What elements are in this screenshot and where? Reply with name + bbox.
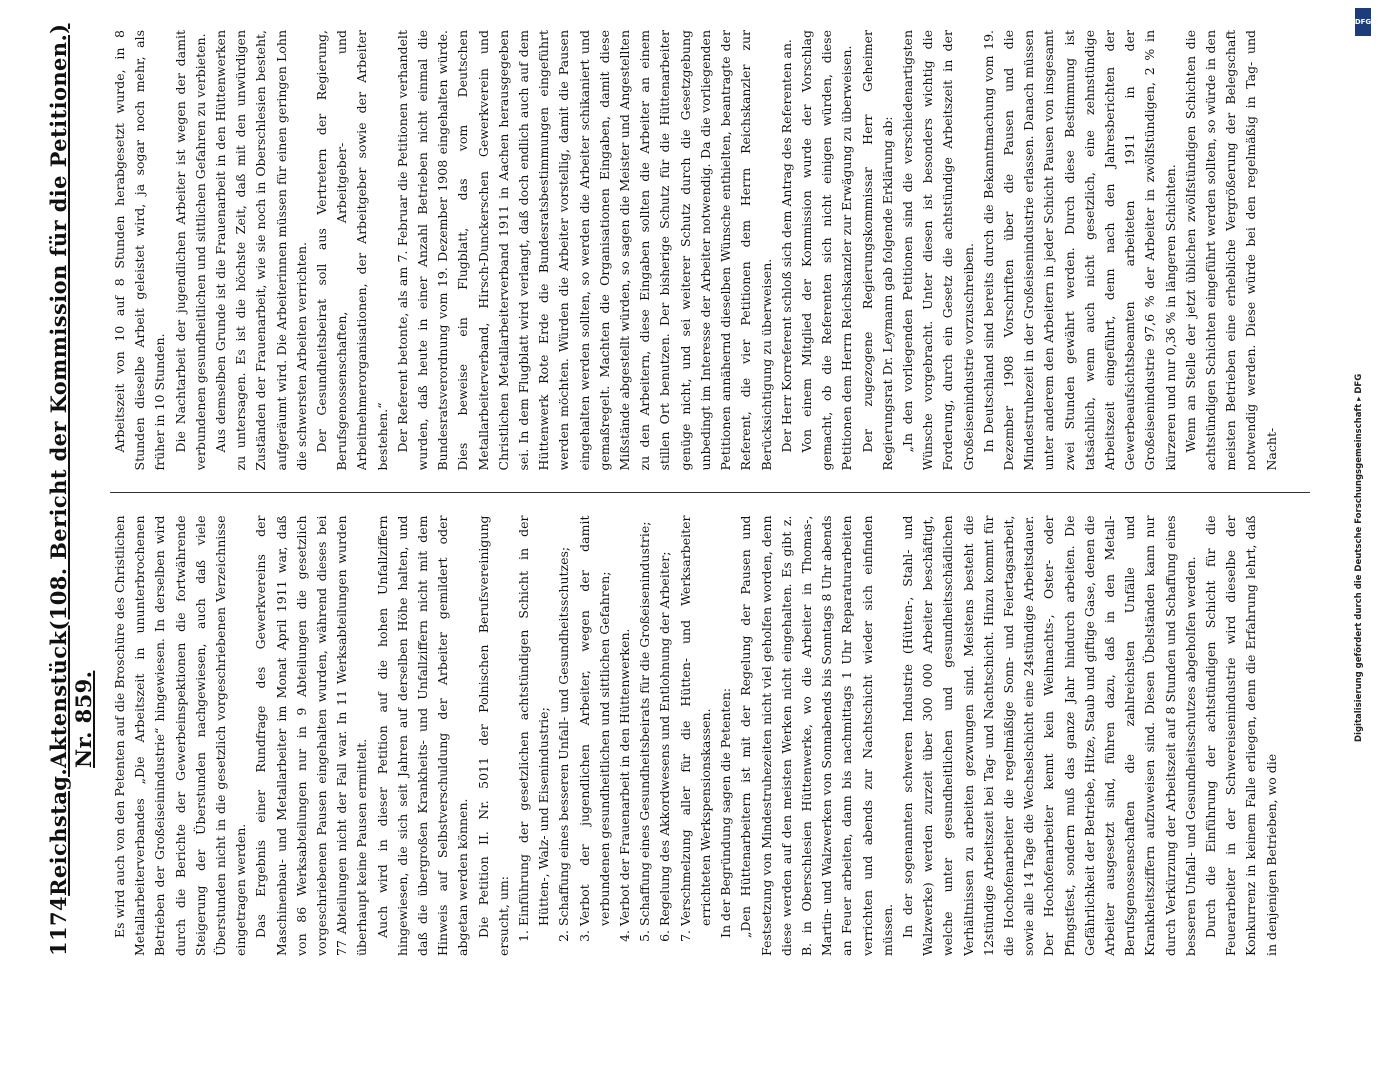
paragraph: Der zugezogene Regierungskommissar Herr Geheimer Regierungsrat Dr. Leymann gab folgende Erklärung ab:: [859, 30, 895, 471]
paragraph: Der Referent betonte, als am 7. Februar die Petitionen verhandelt wurden, daß heute in einer Anzahl Betrieben nicht einmal die Bundesratsverordnung vom 19. Dezember 1908 eingehalten würde. Dies beweise ein Flugblatt, das vom Deutschen Metallarbeiterverband, Hirsch-Dunckerschen Gewerkverein und Christlichen Metallarbeiterverband 1911 in Aachen herausgegeben sei. In dem Flugblatt wird verlangt, daß doch endlich auch auf dem Hüttenwerk Rote Erde die Bundesratsbestimmungen eingeführt werden möchten. Würden die Arbeiter vorstellig, damit die Pausen eingehalten werden sollten, so werden die Arbeiter schikaniert und gemaßregelt. Machten die Organisationen Eingaben, damit diese Mißstände abgestellt würden, so sagen die Meister und Angestellten zu den Arbeitern, diese Eingaben sollten die Arbeiter an einem stillen Ort benutzen. Der bisherige Schutz für die Hüttenarbeiter genüge nicht, und sei weiterer Schutz durch die Gesetzgebung unbedingt im Interesse der Arbeiter notwendig. Da die vorliegenden Petitionen annähernd dieselben Wünsche enthielten, beantragte der Referent, die vier Petitionen dem Herrn Reichskanzler zur Berücksichtigung zu überweisen.: [394, 30, 774, 471]
paragraph: „In den vorliegenden Petitionen sind die verschiedenartigsten Wünsche vorgebracht. Unter diesen ist besonders wichtig die Forderung, durch ein Gesetz die achtstündige Arbeitszeit in der Großeisenindustrie vorzuschreiben.: [899, 30, 976, 471]
list-item: 4. Verbot der Frauenarbeit in den Hüttenwerken.: [615, 516, 635, 927]
document-page: [18, 0, 1358, 996]
paragraph: Der Gesundheitsbeirat soll aus Vertretern der Regierung, Berufsgenossenschaften, Arbeitgeber- und Arbeitnehmerorganisationen, der Arbeitgeber sowie der Arbeiter bestehen.“: [314, 30, 390, 471]
house-name: Reichstag.: [46, 767, 71, 896]
page-number: 1174: [46, 895, 71, 956]
paragraph: Der Herr Korreferent schloß sich dem Antrag des Referenten an.: [778, 39, 794, 453]
list-item: 5. Schaffung eines Gesundheitsbeirats für die Großeisenindustrie;: [635, 516, 655, 927]
page-title: (108. Bericht der Kommission für die Petitionen.): [46, 23, 71, 631]
paragraph: Aus demselben Grunde ist die Frauenarbeit in den Hüttenwerken zu untersagen. Es ist die höchste Zeit, daß mit den unwürdigen Zuständen der Frauenarbeit, wie sie noch in Oberschlesien besteht, aufgeräumt wird. Die Arbeiterinnen müssen für einen geringen Lohn die schwersten Arbeiten verrichten.: [213, 30, 309, 471]
paragraph: Von einem Mitglied der Kommission wurde der Vorschlag gemacht, ob die Referenten sich nicht einigen würden, diese Petitionen dem Herrn Reichskanzler zur Erwägung zu überweisen.: [798, 30, 855, 471]
paragraph: Durch die Einführung der achtstündigen Schicht für die Feuerarbeiter in der Schwereisenindustrie wird dieselbe der Konkurrenz in keinem Falle erliegen, denn die Erfahrung lehrt, daß in denjenigen Betrieben, wo die: [1202, 515, 1279, 956]
paragraph: Das Ergebnis einer Rundfrage des Gewerkvereins der Maschinenbau- und Metallarbeiter im Monat April 1911 war, daß von 86 Werksabteilungen nur in 9 Abteilungen die gesetzlich vorgeschriebenen Pausen eingehalten wurden, während dieses bei 77 Abteilungen nicht der Fall war. In 11 Werksabteilungen wurden überhaupt keine Pausen ermittelt.: [253, 515, 370, 956]
petition-list: [514, 516, 716, 957]
page-header: [46, 23, 96, 956]
paragraph: Auch wird in dieser Petition auf die hohen Unfallziffern hingewiesen, die sich seit Jahren auf derselben Höhe halten, und daß die übergroßen Krankheits- und Unfallziffern nicht mit dem Hinweis auf Selbstverschuldung der Arbeiter gemildert oder abgetan werden können.: [374, 515, 471, 956]
paragraph: Arbeitszeit von 10 auf 8 Stunden herabgesetzt wurde, in 8 Stunden dieselbe Arbeit geleistet wird, ja sogar noch mehr, als früher in 10 Stunden.: [112, 30, 168, 471]
paragraph: Es wird auch von den Petenten auf die Broschüre des Christlichen Metallarbeiterverbandes „Die Arbeitszeit in ununterbrochenen Betrieben der Großeiseinindustrie“ hingewiesen. In derselben wird durch die Berichte der Gewerbeinspektionen die fortwährende Steigerung der Überstunden nachgewiesen, auch daß viele Überstunden nicht in die gesetzlich vorgeschriebenen Verzeichnisse eingetragen werden.: [112, 515, 249, 956]
list-item: 7. Verschmelzung aller für die Hütten- und Werksarbeiter errichteten Werkspensionskassen.: [676, 516, 716, 927]
list-item: 1. Einführung der gesetzlichen achtstündigen Schicht in der Hütten-, Walz- und Eisenindustrie;: [514, 516, 554, 927]
paragraph: Die Petition II. Nr. 5011 der Polnischen Berufsvereinigung ersucht, um:: [475, 515, 511, 956]
left-column: [110, 516, 1310, 957]
digitization-note: Digitalisierung gefördert durch die Deutsche Forschungsgemeinschaft ▸ DFG: [1354, 373, 1364, 742]
paragraph: In Deutschland sind bereits durch die Bekanntmachung vom 19. Dezember 1908 Vorschriften über die Pausen und die Mindestruhezeit in der Großeisenindustrie erlassen. Danach müssen unter anderem den Arbeitern in jeder Schicht Pausen von insgesamt zwei Stunden gewährt werden. Durch diese Bestimmung ist tatsächlich, wenn auch nicht gesetzlich, eine zehnstündige Arbeitszeit eingeführt, denn nach den Jahresberichten der Gewerbeaufsichtsbeamten arbeiteten 1911 in der Großeisenindustrie 97,6 % der Arbeiter in zwölfstündigen, 2 % in kürzeren und nur 0,36 % in längeren Schichten.: [980, 30, 1178, 471]
column-divider: [110, 493, 1310, 494]
paragraph: „Den Hüttenarbeitern ist mit der Regelung der Pausen und Festsetzung von Mindestruhezeiten nicht viel geholfen worden, denn diese werden auf den meisten Werken nicht eingehalten. Es gibt z. B. in Oberschlesien Hüttenwerke, wo die Arbeiter in Thomas-, Martin- und Walzwerken von Sonnabends bis Sonntags 8 Uhr abends an Feuer arbeiten, dann bis nachmittags 1 Uhr Reparaturarbeiten verrichten und abends zur Nachtschicht wieder sich einfinden müssen.: [738, 515, 895, 956]
right-column: [110, 30, 1310, 471]
document-number: Aktenstück Nr. 859.: [46, 630, 96, 768]
list-item: 3. Verbot der jugendlichen Arbeiter, wegen der damit verbundenen gesundheitlichen und sittlichen Gefahren;: [575, 516, 615, 927]
dfg-logo: DFG: [1355, 8, 1371, 36]
paragraph: Die Nachtarbeit der jugendlichen Arbeiter ist wegen der damit verbundenen gesundheitlichen und sittlichen Gefahren zu verbieten.: [172, 30, 208, 471]
paragraph: In der Begründung sagen die Petenten:: [718, 687, 734, 938]
digitization-margin: [1350, 8, 1378, 1068]
paragraph: Wenn an Stelle der jetzt üblichen zwölfstündigen Schichten die achtstündigen Schichten eingeführt werden sollten, so würde in den meisten Betrieben eine erhebliche Vergrößerung der Belegschaft notwendig werden. Diese würde bei den regelmäßig in Tag- und Nacht-: [1182, 30, 1279, 471]
list-item: 2. Schaffung eines besseren Unfall- und Gesundheitsschutzes;: [554, 516, 574, 927]
list-item: 6. Regelung des Akkordwesens und Entlohnung der Arbeiter;: [655, 516, 675, 927]
paragraph: In der sogenannten schweren Industrie (Hütten-, Stahl- und Walzwerke) werden zurzeit über 300 000 Arbeiter beschäftigt, welche unter gesundheitlichen und gesundheitsschädlichen Verhältnissen zu arbeiten gezwungen sind. Meistens besteht die 12stündige Arbeitszeit bei Tag- und Nachtschicht. Hinzu kommt für die Hochofenarbeiter die regelmäßige Sonn- und Feiertagsarbeit, sowie alle 14 Tage die Wechselschicht eine 24stündige Arbeitsdauer. Der Hochofenarbeiter kennt kein Weihnachts-, Oster- oder Pfingstfest, sondern muß das ganze Jahr hindurch arbeiten. Die Gefährlichkeit der Betriebe, Hitze, Staub und giftige Gase, denen die Arbeiter ausgesetzt sind, führen dazu, daß in den Metall-Berufsgenossenschaften die zahlreichsten Unfälle und Krankheitsziffern aufzuweisen sind. Diesen Übelständen kann nur durch Verkürzung der Arbeitszeit auf 8 Stunden und Schaffung eines besseren Unfall- und Gesundheitsschutzes abgeholfen werden.: [899, 515, 1198, 956]
